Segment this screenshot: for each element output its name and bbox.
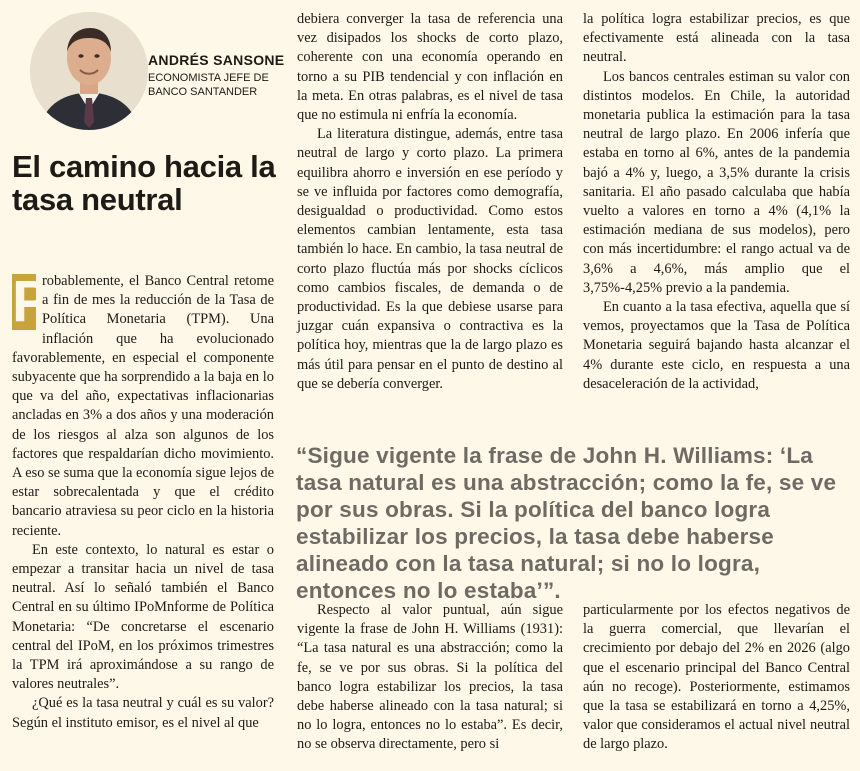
body-paragraph: En este contexto, lo natural es estar o empezar a transitar hacia un nivel de tasa neutral. Así lo señaló también el Banco Central en su último IPoMnforme de Política Monetaria: “De concretarse el escenario central del IPoM, en los próximos trimestres la TPM irá aproximándose a su rango de valores neutrales”. xyxy=(12,541,274,693)
author-role-line-2: BANCO SANTANDER xyxy=(148,86,258,98)
author-photo xyxy=(30,12,148,130)
author-role-line-1: ECONOMISTA JEFE DE xyxy=(148,72,269,84)
article-column-2-lower xyxy=(297,601,563,755)
author-role xyxy=(148,71,278,99)
article-column-2 xyxy=(297,10,563,394)
body-paragraph: En cuanto a la tasa efectiva, aquella que sí vemos, proyectamos que la Tasa de Política Monetaria seguirá bajando hasta alcanzar el 4% durante este ciclo, en respuesta a una desaceleración de la actividad, xyxy=(583,299,850,392)
body-paragraph: Los bancos centrales estiman su valor con distintos modelos. En Chile, la autoridad monetaria publica la estimación para la tasa neutral de largo plazo. En 2006 infería que estaba en torno al 6%, antes de la pandemia bajó a 4% y, luego, a 3,5% durante la crisis sanitaria. El año pasado calculaba que había vuelto a valores en torno a 4% (4,1% la estimación mediana de sus modelos), pero con más incertidumbre: el rango actual va de 3,6% a 4,6%, más amplio que el 3,75%-4,25% previo a la pandemia. xyxy=(583,68,850,296)
lead-paragraph xyxy=(12,269,274,541)
author-portrait-image xyxy=(30,12,148,130)
article-column-1 xyxy=(12,269,274,733)
pull-quote: “Sigue vigente la frase de John H. Williams: ‘La tasa natural es una abstracción; como la fe, se ve por sus obras. Si la política del banco logra estabilizar los precios, la tasa debe haberse alineado con la tasa natural; si no lo logra, entonces no lo estaba’”. xyxy=(296,443,837,603)
body-paragraph: la política logra estabilizar precios, es que efectivamente está alineada con la tasa neutral. xyxy=(583,11,850,66)
body-paragraph: debiera converger la tasa de referencia una vez disipados los shocks de corto plazo, coherente con una economía operando en torno a su PIB tendencial y con inflación en la meta. En otras palabras, es el nivel de tasa que no estimula ni enfría la economía. xyxy=(297,11,563,124)
body-paragraph: ¿Qué es la tasa neutral y cuál es su valor? Según el instituto emisor, es el nivel al que xyxy=(12,695,274,731)
body-paragraph: La literatura distingue, además, entre tasa neutral de largo y corto plazo. La primera equilibra ahorro e inversión en ese período y se ve influida por factores como demografía, desigualdad o productividad. Como estos elementos cambian lentamente, esta tasa también lo hace. En cambio, la tasa neutral de corto plazo fluctúa más por shocks cíclicos como cambios fiscales, de demanda o de productividad. Es la que debiese usarse para juzgar cuán expansiva o contractiva es la política hoy, mientras que la de largo plazo es más útil para pensar en el punto de destino al que se debería converger. xyxy=(297,126,563,392)
body-paragraph: particularmente por los efectos negativos de la guerra comercial, que llevarían el crecimiento por debajo del 2% en 2026 (algo que el escenario principal del Banco Central aún no recoge). Posteriormente, estimamos que la tasa se estabilizará en torno a 4,25%, valor que consideramos el actual nivel neutral de largo plazo. xyxy=(583,602,850,753)
body-paragraph: Respecto al valor puntual, aún sigue vigente la frase de John H. Williams (1931): “La tasa natural es una abstracción; como la fe, se ve por sus obras. Si la política del banco logra estabilizar los precios, la tasa debe haberse alineado con la tasa natural; si no lo logra, entonces no lo estaba”. Es decir, no se observa directamente, pero si xyxy=(297,602,563,753)
article-column-3 xyxy=(583,10,850,394)
article-headline: El camino hacia la tasa neutral xyxy=(12,149,276,217)
lead-paragraph-text: robablemente, el Banco Central retome a fin de mes la reducción de la Tasa de Política Monetaria (TPM). Una inflación que ha evolucionado favorablemente, en especial el componente subyacente que ha sorprendido a la baja en lo que va del año, expectativas inflacionarias ancladas en 3% a dos años y una moderación de los riesgos al alza son algunos de los factores que respaldarían dicho movimiento. A eso se suma que la economía sigue lejos de estar sobrecalentada y que el crédito bancario atraviesa su peor ciclo en la historia reciente. xyxy=(12,273,274,539)
article-column-3-lower xyxy=(583,601,850,755)
drop-cap: P xyxy=(12,269,51,334)
author-name: ANDRÉS SANSONE xyxy=(148,52,285,68)
